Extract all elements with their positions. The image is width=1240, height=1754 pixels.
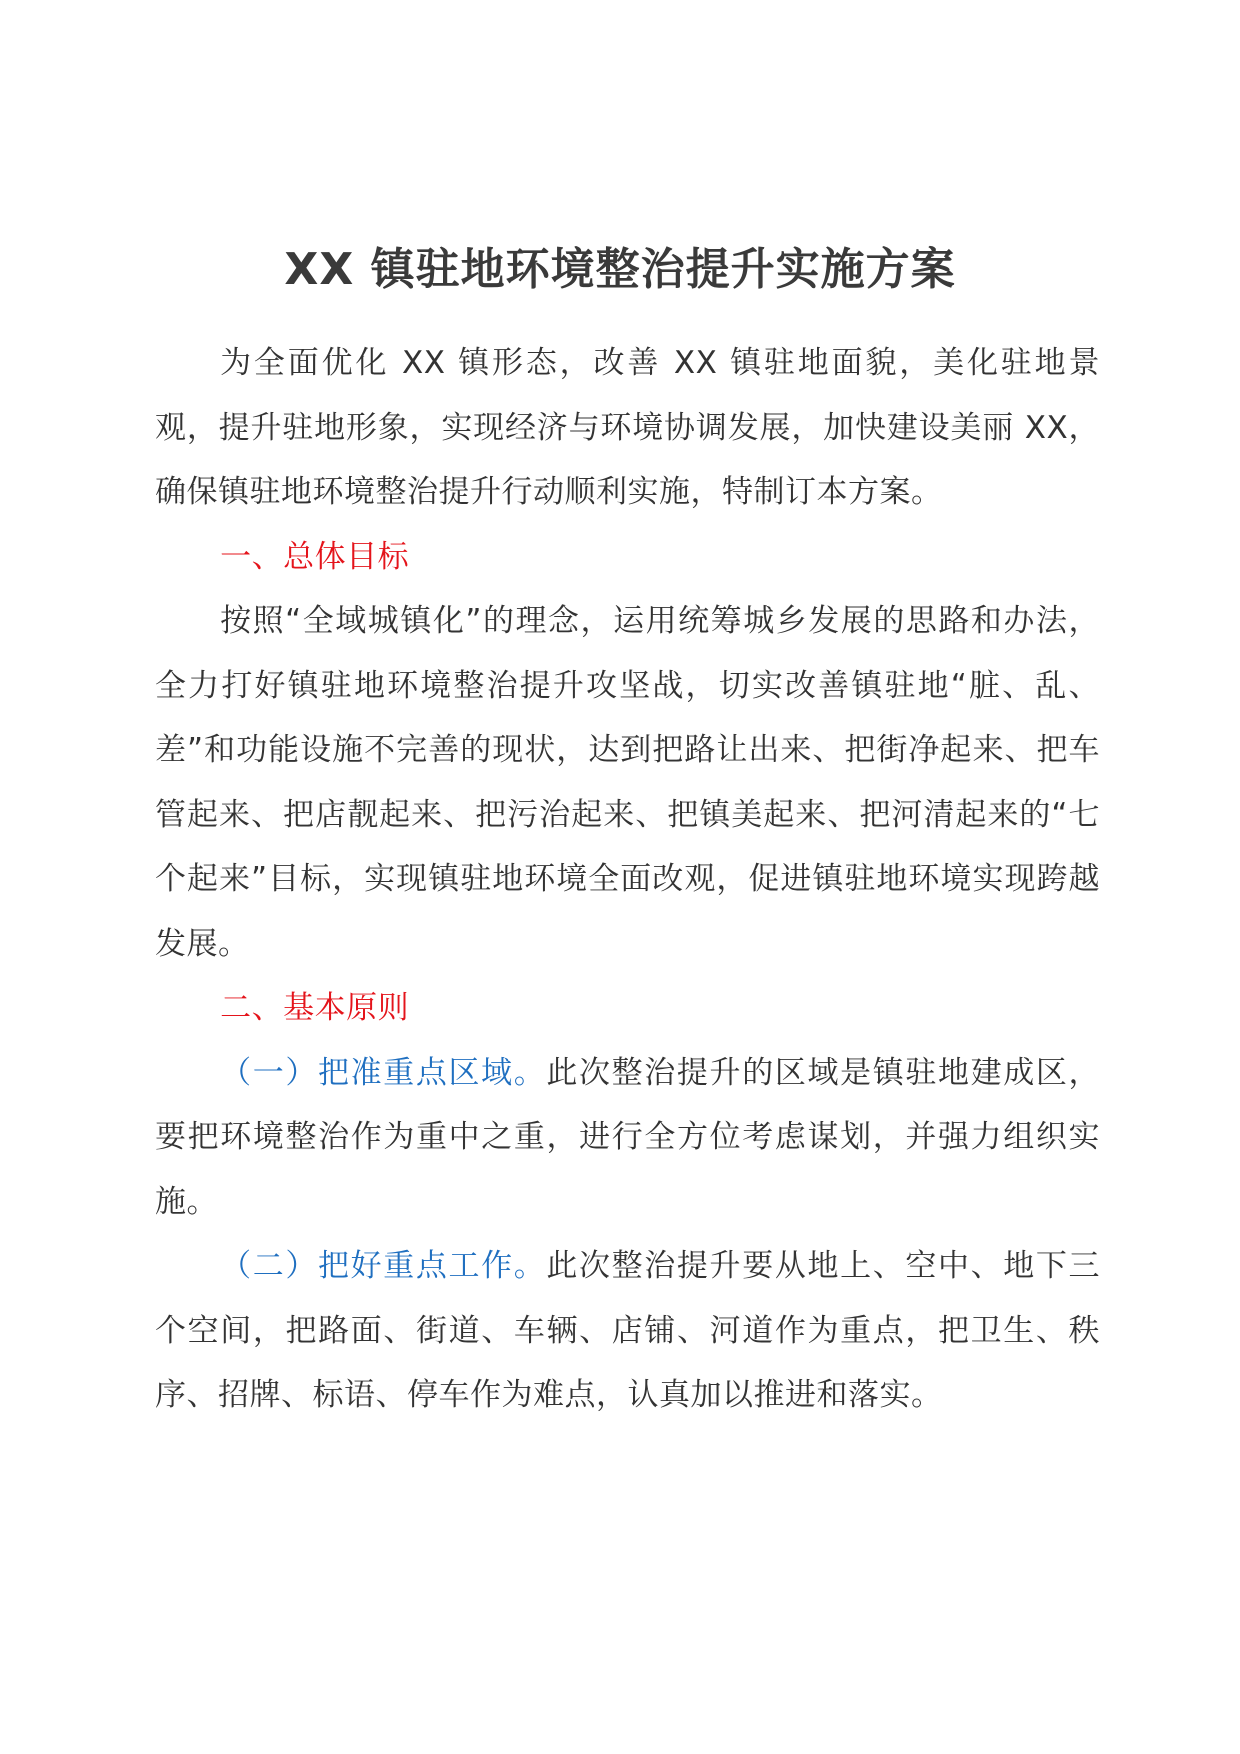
- principle-item-2: [155, 1234, 1100, 1428]
- section-heading-basic-principles: 二、基本原则: [220, 990, 410, 1026]
- intro-paragraph: 为全面优化 XX 镇形态，改善 XX 镇驻地面貌，美化驻地景观，提升驻地形象，实现经济与环境协调发展，加快建设美丽 XX，确保镇驻地环境整治提升行动顺利实施，特制订本方案。: [155, 345, 1100, 510]
- principle-text-2: 此次整治提升要从地上、空中、地下三个空间，把路面、街道、车辆、店铺、河道作为重点，把卫生、秩序、招牌、标语、停车作为难点，认真加以推进和落实。: [155, 1248, 1101, 1413]
- page-title: XX 镇驻地环境整治提升实施方案: [284, 244, 956, 295]
- section-heading-overall-goals: 一、总体目标: [220, 538, 410, 575]
- principle-item-1: [155, 1041, 1100, 1235]
- overall-goals-paragraph: 按照“全域城镇化”的理念，运用统筹城乡发展的思路和办法，全力打好镇驻地环境整治提升攻坚战，切实改善镇驻地“脏、乱、差”和功能设施不完善的现状，达到把路让出来、把街净起来、把车管起来、把店靓起来、把污治起来、把镇美起来、把河清起来的“七个起来”目标，实现镇驻地环境全面改观，促进镇驻地环境实现跨越发展。: [155, 603, 1100, 962]
- principle-lead-1: （一）把准重点区域。: [220, 1054, 547, 1091]
- principle-lead-2: （二）把好重点工作。: [220, 1248, 547, 1284]
- principle-text-1: 此次整治提升的区域是镇驻地建成区，要把环境整治作为重中之重，进行全方位考虑谋划，并强力组织实施。: [155, 1054, 1101, 1220]
- document-body: [155, 331, 1100, 1428]
